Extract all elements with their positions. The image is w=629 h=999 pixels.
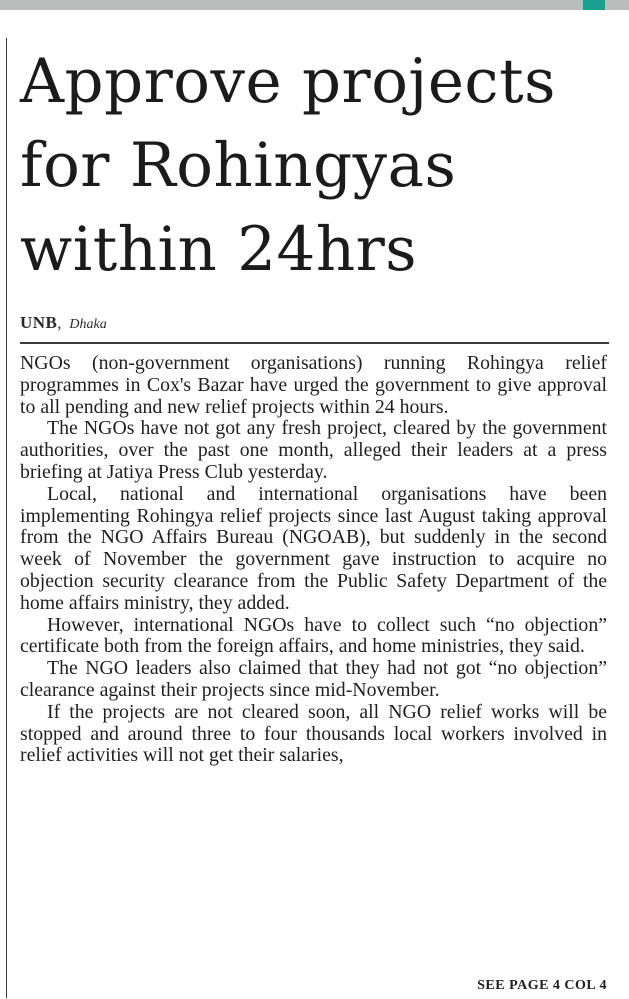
byline-divider — [20, 342, 609, 344]
byline — [20, 313, 107, 333]
headline-line-3: within 24hrs — [20, 214, 418, 285]
paragraph-2: The NGOs have not got any fresh project, cleared by the government authorities, over the past one month, alleged their leaders at a press briefing at Jatiya Press Club yesterday. — [20, 417, 607, 483]
top-header-strip — [0, 0, 629, 10]
paragraph-1: NGOs (non-government organisations) running Rohingya relief programmes in Cox's Bazar have urged the government to give approval to all pending and new relief projects within 24 hours. — [20, 352, 607, 418]
byline-separator: , — [57, 315, 62, 332]
paragraph-3: Local, national and international organisations have been implementing Rohingya relief projects since last August taking approval from the NGO Affairs Bureau (NGOAB), but suddenly in the second week of November the government gave instruction to acquire no objection security clearance from the Public Safety Department of the home affairs ministry, they added. — [20, 482, 607, 614]
section-accent-block — [583, 0, 605, 10]
headline-line-2: for Rohingyas — [20, 130, 457, 201]
continued-jump-line: SEE PAGE 4 COL 4 — [477, 978, 607, 993]
paragraph-4: However, international NGOs have to collect such “no objection” certificate both from the foreign affairs, and home ministries, they said. — [20, 613, 607, 658]
byline-place: Dhaka — [69, 317, 107, 332]
article-body — [20, 353, 607, 767]
column-rule — [6, 38, 7, 998]
paragraph-6: If the projects are not cleared soon, all NGO relief works will be stopped and around three to four thousands local workers involved in relief activities will not get their salaries, — [20, 700, 607, 767]
paragraph-5: The NGO leaders also claimed that they had not got “no objection” clearance against their projects since mid-November. — [20, 657, 607, 701]
byline-agency: UNB — [20, 313, 58, 332]
headline-line-1: Approve projects — [20, 46, 556, 117]
headline — [20, 40, 620, 292]
